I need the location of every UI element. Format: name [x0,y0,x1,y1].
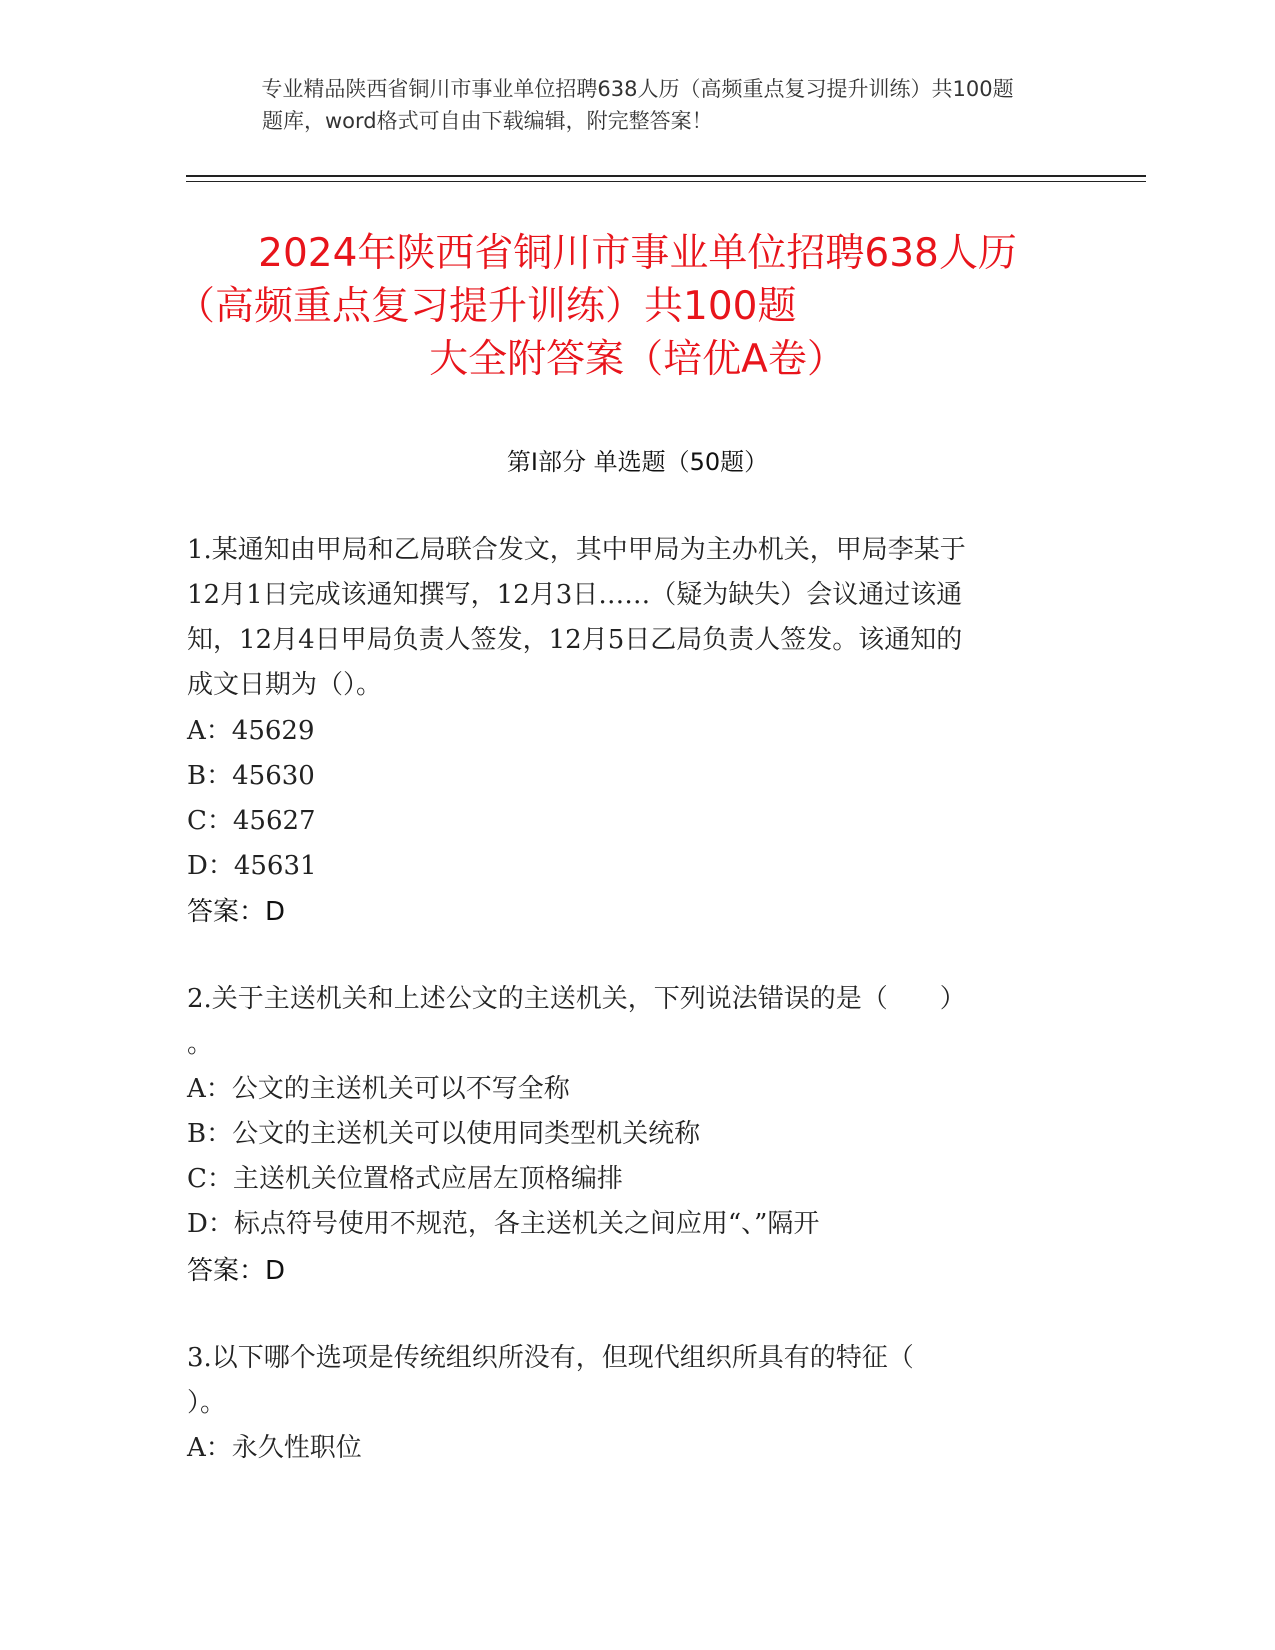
part-heading: 第I部分 单选题（50题） [506,448,769,476]
question-stem-line: 成文日期为（）。 [187,670,383,700]
title-line-3: 大全附答案（培优A卷） [429,337,846,382]
option-d: D：标点符号使用不规范，各主送机关之间应用“、”隔开 [187,1209,820,1239]
question-stem-line: 。 [187,1029,214,1059]
option-c: C：45627 [187,806,316,836]
question-stem-line: 12月1日完成该通知撰写，12月3日……（疑为缺失）会议通过该通 [187,580,963,610]
answer: 答案：D [187,1256,286,1286]
question-stem-line: 3.以下哪个选项是传统组织所没有，但现代组织所具有的特征（ [187,1343,914,1373]
option-a: A：45629 [187,716,315,746]
title-line-1: 2024年陕西省铜川市事业单位招聘638人历 [258,231,1017,276]
header-line-1: 专业精品陕西省铜川市事业单位招聘638人历（高频重点复习提升训练）共100题 [261,77,1014,101]
option-c: C：主送机关位置格式应居左顶格编排 [187,1164,623,1194]
header-rule-bottom [186,181,1146,182]
option-b: B：45630 [187,761,315,791]
question-stem-line: 1.某通知由甲局和乙局联合发文，其中甲局为主办机关，甲局李某于 [187,535,966,565]
question-stem-line: 2.关于主送机关和上述公文的主送机关，下列说法错误的是（ ） [187,984,966,1014]
option-b: B：公文的主送机关可以使用同类型机关统称 [187,1119,701,1149]
header-line-2: 题库，word格式可自由下载编辑，附完整答案！ [262,109,713,133]
question-stem-line: ）。 [187,1388,227,1418]
question-stem-line: 知，12月4日甲局负责人签发，12月5日乙局负责人签发。该通知的 [187,625,963,655]
option-d: D：45631 [187,851,317,881]
option-a: A：永久性职位 [187,1433,362,1463]
option-a: A：公文的主送机关可以不写全称 [187,1074,570,1104]
title-line-2: （高频重点复习提升训练）共100题 [176,284,797,329]
header-rule-top [186,175,1146,177]
answer: 答案：D [187,897,286,927]
